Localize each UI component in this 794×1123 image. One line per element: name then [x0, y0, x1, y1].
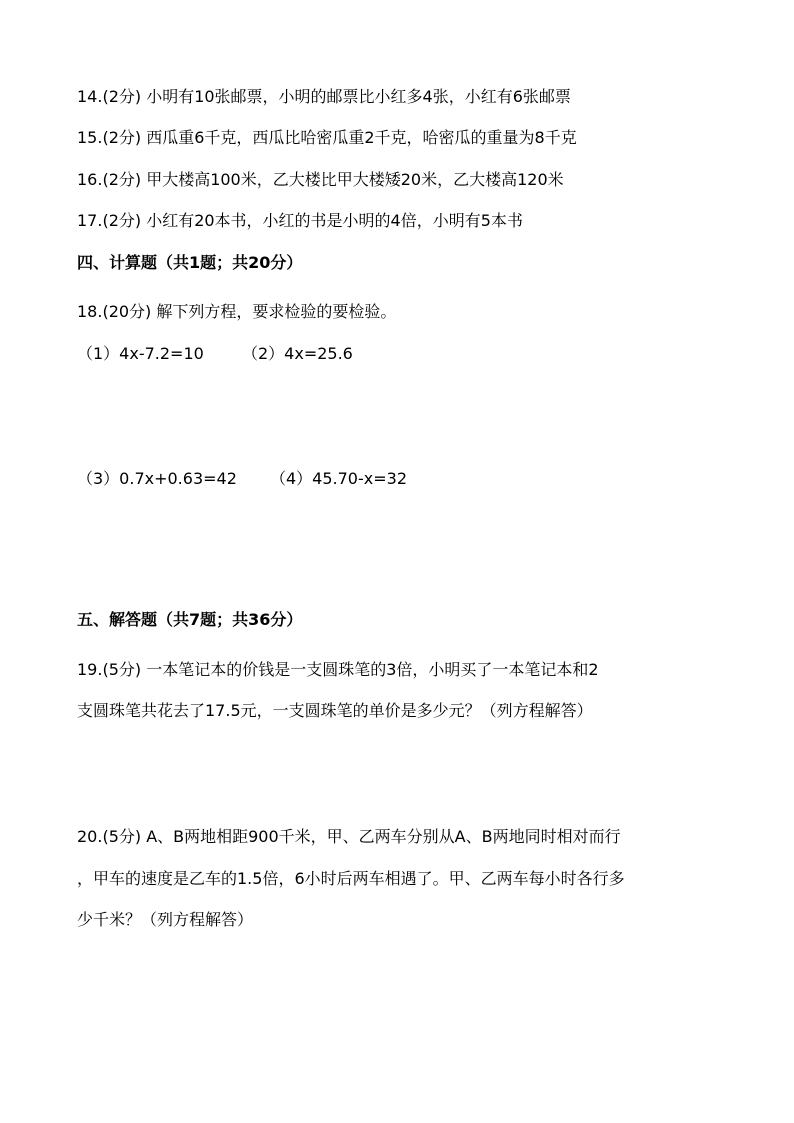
section-4-heading: 四、计算题（共1题；共20分）	[77, 253, 303, 272]
question-20-line-2: ，甲车的速度是乙车的1.5倍，6小时后两车相遇了。甲、乙两车每小时各行多	[77, 869, 625, 888]
section-5-heading: 五、解答题（共7题；共36分）	[77, 610, 303, 629]
equation-3: （3）0.7x+0.63=42	[77, 469, 237, 488]
equation-4: （4）45.70-x=32	[270, 469, 407, 488]
question-15: 15.(2分) 西瓜重6千克，西瓜比哈密瓜重2千克，哈密瓜的重量为8千克	[77, 128, 577, 147]
question-20-line-3: 少千米？（列方程解答）	[77, 910, 254, 929]
question-18: 18.(20分) 解下列方程，要求检验的要检验。	[77, 302, 397, 321]
equation-1: （1）4x-7.2=10	[77, 344, 204, 363]
question-17: 17.(2分) 小红有20本书，小红的书是小明的4倍，小明有5本书	[77, 211, 523, 230]
question-16: 16.(2分) 甲大楼高100米，乙大楼比甲大楼矮20米，乙大楼高120米	[77, 170, 564, 189]
equation-2: （2）4x=25.6	[242, 344, 353, 363]
question-14: 14.(2分) 小明有10张邮票，小明的邮票比小红多4张，小红有6张邮票	[77, 87, 571, 106]
question-19-line-1: 19.(5分) 一本笔记本的价钱是一支圆珠笔的3倍，小明买了一本笔记本和2	[77, 660, 599, 679]
question-20-line-1: 20.(5分) A、B两地相距900千米，甲、乙两车分别从A、B两地同时相对而行	[77, 827, 621, 846]
question-19-line-2: 支圆珠笔共花去了17.5元，一支圆珠笔的单价是多少元？（列方程解答）	[77, 701, 593, 720]
